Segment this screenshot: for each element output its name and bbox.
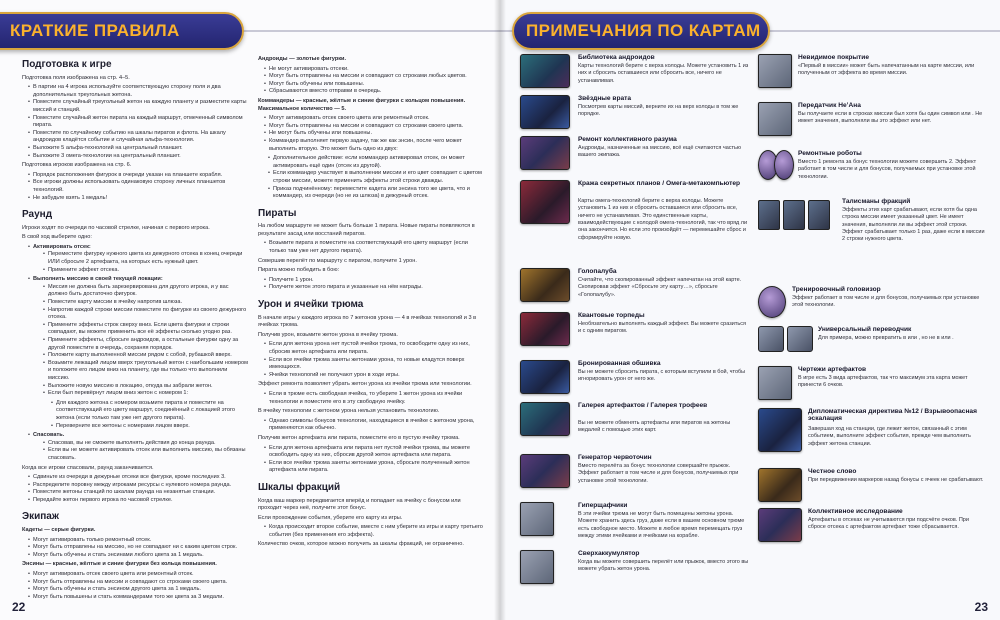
list-item: • Могут быть обучены и стать энсином другого цвета за 1 медаль. (28, 586, 248, 594)
crew-ensigns: Энсины — красные, жёлтые и синие фигурки без кольца повышения. (22, 561, 217, 568)
list-item: • Дополнительное действие: если коммандер активировал отсек, он может активировать ещё один (отсек из другой). (268, 155, 484, 170)
banner-rule (240, 30, 500, 32)
list-item: • Все игроки должны использовать одинаковую сторону личных планшетов технологий. (28, 179, 248, 194)
list-item: • Поместите карту миссии в ячейку напротив шлюза. (43, 299, 248, 307)
card-title: Передатчик Не’Ана (798, 102, 861, 109)
list-item: • Могут быть отправлены на миссии и совпадают со строками любых цветов. (264, 73, 484, 81)
list-item: • Получите 1 урон. (264, 277, 484, 285)
translator-thumbs (758, 326, 813, 352)
list-item: • Когда происходит второе событие, вместе с ним уберите из игры и карту третьего события (без применения его эффекта). (264, 524, 484, 539)
card-body: Вы получаете если в строках миссии был хотя бы один символ или . Не имеет значения, выполняли вы это эффект или нет. (798, 111, 983, 125)
list-item: • Переверните все жетоны с номерами лицом вверх. (51, 423, 248, 431)
left-banner (0, 12, 244, 50)
list-item: • Могут активировать отсек своего цвета или ремонтный отсек. (264, 115, 484, 123)
card-image (520, 54, 570, 88)
card-title: Кража секретных планов / Омега-метакомпьютер (578, 180, 741, 187)
shards-end: Количество очков, которое можно получить за шкалы фракций, не ограничено. (258, 541, 464, 548)
pirates-defeat: Совершив перелёт по маршруту с пиратом, получите 1 урон. (258, 257, 417, 264)
card-image (520, 136, 570, 170)
ensigns-list (22, 571, 248, 601)
pirates-list (258, 240, 484, 255)
list-item: • Коммандер выполняет первую задачу, так же как энсин, после чего может выполнить вторую. Это может быть одно из двух: (264, 138, 484, 153)
card-title: Дипломатическая директива №12 / Взрывоопасная эскалация (808, 408, 977, 422)
card-title: Голопалуба (578, 268, 617, 275)
card-thumb (808, 200, 830, 230)
banner-rule (768, 30, 1000, 32)
repair-tech-list (258, 418, 484, 433)
list-item: • Напротив каждой строки миссии поместите по фигурке из своего дежурного отсека. (43, 307, 248, 322)
list-item: • Передайте жетон первого игрока по часовой стрелке. (28, 497, 248, 505)
crew-heading: Экипаж (22, 511, 59, 523)
setup-intro: Подготовка поля изображена на стр. 4–5. (22, 74, 130, 81)
card-body: Вы не можете обменять артефакты или пиратов на жетоны медалей с помощью этих карт. (578, 420, 731, 434)
list-item: • Могут активировать отсек своего цвета или ремонтный отсек. (28, 571, 248, 579)
damage-list (258, 341, 484, 379)
repair-list (258, 391, 484, 406)
list-item: • Приказ подчинённому: переместите кадета или энсина того же цвета, что и коммандер, из очереди (но не из шлюза) в дежурный отсек. (268, 186, 484, 201)
card-body: Для примера, можно превратить в или , но не в или . (818, 335, 954, 341)
setup-list (22, 84, 248, 160)
round-intro: Игроки ходят по очереди по часовой стрелке, начиная с первого игрока. (22, 224, 210, 231)
list-item: • Миссия не должна быть зарезервирована для другого игрока, и у вас должно быть достаточно фигурок. (43, 284, 248, 299)
card-image (758, 468, 802, 502)
card-body: Андроиды, назначенные на миссию, всё ещё считаются частью вашего экипажа. (578, 145, 742, 159)
card-body: Артефакты в отсеках не учитываются при подсчёте очков. При сбросе отсека с артефактом артефакт тоже сбрасывается. (808, 517, 969, 531)
list-item: • В партии на 4 игрока используйте соответствующую сторону поля и два дополнительных треугольных жетона. (28, 84, 248, 99)
card-image (520, 502, 554, 536)
cadets-list (22, 537, 248, 560)
list-item: • Сбрасываются вместо отправки в очередь. (264, 88, 484, 96)
commanders-label: Коммандеры — красные, жёлтые и синие фигурки с кольцом повышения. Максимальное количество — 5. (258, 97, 466, 112)
card-title: Библиотека андроидов (578, 54, 655, 61)
list-item: • Могут быть обучены или повышены. (264, 81, 484, 89)
action-pass: • Спасовать. • Спасовав, вы не сможете выполнять действия до конца раунда. • Если вы не можете активировать отсек или выполнить миссию, вы обязаны спасовать. (28, 432, 248, 462)
right-banner-title: ПРИМЕЧАНИЯ ПО КАРТАМ (526, 21, 761, 40)
list-item: • Положите карту выполненной миссии рядом с собой, рубашкой вверх. (43, 352, 248, 360)
card-body: Когда вы можете совершить перелёт или прыжок, вместо этого вы можете убрать жетон урона. (578, 559, 749, 573)
damage-heading: Урон и ячейки трюма (258, 299, 364, 311)
card-body: Необязательно выполнять каждый эффект. Вы можете сразиться и с одним пиратом. (578, 321, 746, 335)
card-image (520, 312, 570, 346)
card-body: Эффект работает в том числе и для бонусов, получаемых при установке этой технологии. (792, 295, 980, 309)
round-actions (22, 244, 248, 463)
page-number-right: 23 (974, 600, 988, 614)
card-title: Генератор червоточин (578, 454, 652, 461)
card-image (520, 268, 570, 302)
pirates-intro: На любом маршруте не может быть больше 1 пирата. Новые пираты появляются в результате засад или восстаний пиратов. (258, 223, 475, 237)
list-item: • Ячейки технологий не получают урон в ходе игры. (264, 372, 484, 380)
list-item: • Не могут быть обучены или повышены. (264, 130, 484, 138)
card-thumb (758, 200, 780, 230)
artifact-intro: Получив жетон артефакта или пирата, поместите его в пустую ячейку трюма. (258, 434, 460, 441)
card-notes-column-1 (520, 50, 750, 610)
card-title: Тренировочный головизор (792, 286, 881, 293)
list-item: • Получите жетон этого пирата и указанные на нём награды. (264, 284, 484, 292)
card-title: Коллективное исследование (808, 508, 903, 515)
card-image (758, 102, 792, 136)
card-body: В эти ячейки трюма не могут быть помещены жетоны урона. Можете хранить здесь груз, даже если в вашем основном трюме есть свободное место. Можете в любое время перемещать груз между этими ячейками и ячейками на корабле. (578, 511, 745, 540)
rules-column-2 (258, 56, 484, 551)
list-item: • Возьмите пирата и поместите на соответствующий его цвету маршрут (если только там уже нет другого пирата). (264, 240, 484, 255)
shards-heading: Шкалы фракций (258, 481, 341, 493)
setup-heading: Подготовка к игре (22, 59, 112, 70)
card-body: При передвижении маркеров назад бонусы с ячеек не срабатывают. (808, 477, 984, 483)
card-title: Ремонт коллективного разума (578, 136, 677, 143)
card-body: «Первый в миссии» может быть напечатанным на карте миссии, или полученным от эффекта во время миссии. (798, 63, 975, 77)
rules-column-1 (22, 58, 248, 603)
round-end: Когда все игроки спасовали, раунд заканчивается. (22, 464, 154, 471)
list-item: • Не могут активировать отсеки. (264, 66, 484, 74)
card-image (520, 360, 570, 394)
round-end-list (22, 474, 248, 504)
list-item: • Могут быть повышены и стать коммандерами того же цвета за 3 медали. (28, 594, 248, 602)
pirates-win-list (258, 277, 484, 292)
list-item: • Если коммандер участвует в выполнении миссии и его цвет совпадает с цветом строки миссии, можете применить эффекты этой строки дважды. (268, 170, 484, 185)
repair-tech: В ячейку технологии с жетоном урона нельзя установить технологию. (258, 408, 440, 415)
card-title: Универсальный переводчик (818, 326, 912, 333)
list-item: • Если для жетона урона нет пустой ячейки трюма, то освободите одну из них, сбросив жетон артефакта или пирата. (264, 341, 484, 356)
list-item: • Однако символы бонусов технологии, находящиеся в ячейке с жетоном урона, применяются как обычно. (264, 418, 484, 433)
artifact-list (258, 445, 484, 475)
right-banner (512, 12, 770, 50)
card-image (520, 95, 570, 129)
card-body: Эффекты этих карт срабатывают, если хотя бы одна строка миссии имеет указанный цвет. Не имеет значения, выполняли ли вы эффект этой строки. Эффект срабатывает только 1 раз, даже если в миссии 2 строки нужного цвета. (842, 207, 985, 243)
round-choose: В свой ход выберите одно: (22, 234, 92, 241)
card-image (758, 408, 802, 452)
shards-list (258, 524, 484, 539)
list-item: • Переместите фигурку нужного цвета из дежурного отсека в конец очереди ИЛИ сбросьте 2 артефакта, на которых есть нужный цвет. (43, 251, 248, 266)
pirates-heading: Пираты (258, 207, 297, 219)
card-image (520, 180, 570, 224)
players-list (22, 172, 248, 202)
list-item: • Не забудьте взять 1 медаль! (28, 195, 248, 203)
action-activate: • Активировать отсек: • Переместите фигурку нужного цвета из дежурного отсека в конец очереди ИЛИ сбросьте 2 артефакта, на которых есть нужный цвет. • Примените эффект отсека. (28, 244, 248, 274)
card-title: Галерея артефактов / Галерея трофеев (578, 402, 708, 409)
list-item: • Если все ячейки трюма заняты жетонами урона, сбросьте полученный жетон артефакта или пирата. (264, 460, 484, 475)
list-item: • Могут быть отправлены на миссию, но не совпадают ни с каким цветом строк. (28, 544, 248, 552)
card-body: Карты технологий берите с верха колоды. Можете установить 1 из них и сбросить оставшиеся или сбросить все, ничего не устанавливая. (578, 63, 749, 84)
commanders-list (258, 115, 484, 153)
card-image (520, 454, 570, 488)
card-thumb (783, 200, 805, 230)
card-body: Карты омега-технологий берите с верха колоды. Можете установить 1 из них и сбросить оставшиеся или сбросить все, ничего не устанавливая. Это единственные карты, взаимодействующие с колодой омега-технологий, так что вряд ли она закончится. Но если это произойдёт — перемешайте сброс и сформируйте новую. (578, 198, 748, 241)
list-item: • Поместите жетоны станций по шкалам раунда на незанятые станции. (28, 489, 248, 497)
androids-list (258, 66, 484, 96)
action-mission: • Выполнить миссию в своей текущей локации: • Миссия не должна быть зарезервирована для другого игрока, и у вас должно быть достаточно фигурок. • Поместите карту миссии в ячейку напротив шлюза. • Напротив каждой строки миссии поместите по фигурке из своего дежурного отсека. • Примените эффекты строк сверху вниз. Если цвета фигурки и строки совпадают, вы можете применить все её эффекты сколько угодно раз. • Примените эффекты, сбросьте андроидов, а остальные фигурки одну за другой поместите в очередь, сохраняя порядок. • Положите карту выполненной миссии рядом с собой, рубашкой вверх. • Возьмите лежащий лицом вверх треугольный жетон с наибольшим номером и положите его лицом вниз на планету, где вы только что выполнили миссию. • Выложите новую миссию в локацию, откуда вы забрали жетон. • Если был перевёрнут лицом вниз жетон с номером 1: • Для каждого жетона с номером возьмите пирата и поместите на соответствующий его цвету маршрут, соединённый с локацией этого жетона (если только там уже нет другого пирата). • Переверните все жетоны с номерами лицом вверх. (28, 276, 248, 430)
shards-intro: Когда ваш маркер передвигается вперёд и попадает на ячейку с бонусом или проходит через неё, получите этот бонус. (258, 497, 461, 512)
card-title: Бронированная обшивка (578, 360, 661, 367)
talisman-thumbs (758, 200, 830, 230)
list-item: • Могут активировать только ремонтный отсек. (28, 537, 248, 545)
list-item: • Могут быть отправлены на миссии и совпадают со строками своего цвета. (28, 579, 248, 587)
card-body: Вместо 1 ремонта за бонус технологии можете совершить 2. Эффект работает в том числе и для бонусов, получаемых при установке этой технологии. (798, 159, 977, 180)
list-item: • Если был перевёрнут лицом вниз жетон с номером 1: (43, 390, 248, 398)
list-item: • Возьмите лежащий лицом вверх треугольный жетон с наибольшим номером и положите его лицом вниз на планету, где вы только что выполнили миссию. (43, 360, 248, 383)
list-item: • Примените эффект отсека. (43, 267, 248, 275)
list-item: • Если все ячейки трюма заняты жетонами урона, то новые кладутся поверх имеющихся. (264, 357, 484, 372)
list-item: • Выложите новую миссию в локацию, откуда вы забрали жетон. (43, 383, 248, 391)
list-item: • Могут быть отправлены на миссии и совпадают со строками своего цвета. (264, 123, 484, 131)
list-item: • Поместите по случайному событию на шкалы пиратов и флота. На шкалу андроидов кладётся событие и случайная альфа-технология. (28, 130, 248, 145)
list-item: • Спасовав, вы не сможете выполнять действия до конца раунда. (43, 440, 248, 448)
players-intro: Подготовка игроков изображена на стр. 6. (22, 162, 132, 169)
list-item: • Если вы не можете активировать отсек или выполнить миссию, вы обязаны спасовать. (43, 447, 248, 462)
androids-label: Андроиды — золотые фигурки. (258, 56, 347, 62)
card-title: Честное слово (808, 468, 857, 475)
card-title: Квантовые торпеды (578, 312, 645, 319)
book-gutter (494, 0, 506, 620)
list-item: • Для каждого жетона с номером возьмите пирата и поместите на соответствующий его цвету маршрут, соединённый с локацией этого жетона (если только там уже нет другого пирата). (51, 400, 248, 423)
robot-image (774, 150, 794, 180)
card-image (520, 550, 554, 584)
list-item: • Если для жетона артефакта или пирата нет пустой ячейки трюма, вы можете освободить одну из них, сбросив другой жетон артефакта или пирата. (264, 445, 484, 460)
list-item: • Порядок расположения фигурок в очереди указан на планшете корабля. (28, 172, 248, 180)
card-image (758, 508, 802, 542)
card-body: Считайте, что скопированный эффект напечатан на этой карте. Скопировав эффект «Сбросьте эту карту…», сбросьте «Голопалубу». (578, 277, 742, 298)
card-image (758, 366, 792, 400)
card-notes-column-2 (758, 50, 990, 610)
list-item: • Выложите 5 альфа-технологий на центральный планшет. (28, 145, 248, 153)
page-number-left: 22 (12, 600, 26, 614)
card-title: Ремонтные роботы (798, 150, 862, 157)
round-heading: Раунд (22, 209, 53, 221)
list-item: • Примените эффекты строк сверху вниз. Если цвета фигурки и строки совпадают, вы можете применить все её эффекты сколько угодно раз. (43, 322, 248, 337)
list-item: • Поместите случайный жетон пирата на каждый маршрут, отмеченный символом пирата. (28, 115, 248, 130)
card-thumb (787, 326, 813, 352)
card-title: Звёздные врата (578, 95, 632, 102)
list-item: • Примените эффекты, сбросьте андроидов, а остальные фигурки одну за другой поместите в очередь, сохраняя порядок. (43, 337, 248, 352)
card-title: Невидимое покрытие (798, 54, 870, 61)
list-item: • Выложите 3 омега-технологии на центральный планшет. (28, 153, 248, 161)
card-image (758, 54, 792, 88)
damage-intro: В начале игры у каждого игрока по 7 жетонов урона — 4 в ячейках технологий и 3 в ячейках трюма. (258, 314, 477, 329)
card-title: Сверхаккумулятор (578, 550, 640, 557)
card-body: В игре есть 3 вида артефактов, так что максимум эта карта может принести 6 очков. (798, 375, 968, 389)
list-item: • Распределите поровну между игроками ресурсы с нулевого номера раунда. (28, 482, 248, 490)
repair-intro: Эффект ремонта позволяет убрать жетон урона из ячейки трюма или технологии. (258, 381, 472, 388)
card-body: Вместо перелёта за бонус технологии совершайте прыжок. Эффект работает в том числе и для бонусов, получаемых при установке этой технологии. (578, 463, 739, 484)
card-body: Вы не можете сбросить пирата, с которым вступили в бой, чтобы игнорировать урон от него же. (578, 369, 746, 383)
shards-item-intro: Если прохождение события, уберите его карту из игры. (258, 514, 403, 521)
left-banner-title: КРАТКИЕ ПРАВИЛА (10, 21, 180, 40)
commanders-sub (258, 155, 484, 201)
list-item: • Если в трюме есть свободная ячейка, то уберите 1 жетон урона из ячейки технологии и поместите его в эту свободную ячейку. (264, 391, 484, 406)
card-image (520, 402, 570, 436)
card-title: Чертежи артефактов (798, 366, 867, 373)
card-thumb (758, 326, 784, 352)
damage-get: Получив урон, возьмите жетон урона в ячейку трюма. (258, 331, 398, 338)
right-page (500, 0, 1000, 620)
card-title: Талисманы фракций (842, 198, 911, 205)
list-item: • Сдвиньте из очереди в дежурные отсеки все фигурки, кроме последних 3. (28, 474, 248, 482)
crew-cadets: Кадеты — серые фигурки. (22, 527, 96, 534)
card-body: Посмотрев карты миссий, верните их на верх колоды в том же порядке. (578, 104, 739, 118)
robot-image (758, 286, 786, 318)
list-item: • Поместите случайный треугольный жетон на каждую планету и разместите карты миссий и станций. (28, 99, 248, 114)
card-title: Гиперщафчики (578, 502, 628, 509)
list-item: • Могут быть обучены и стать энсинами любого цвета за 1 медаль. (28, 552, 248, 560)
card-body: Завершая ход на станции, где лежит жетон, связанный с этим событием, выполните эффект события, прежде чем выполнить эффект жетона станции. (808, 426, 971, 447)
pirates-win: Пирата можно победить в бою: (258, 267, 340, 274)
